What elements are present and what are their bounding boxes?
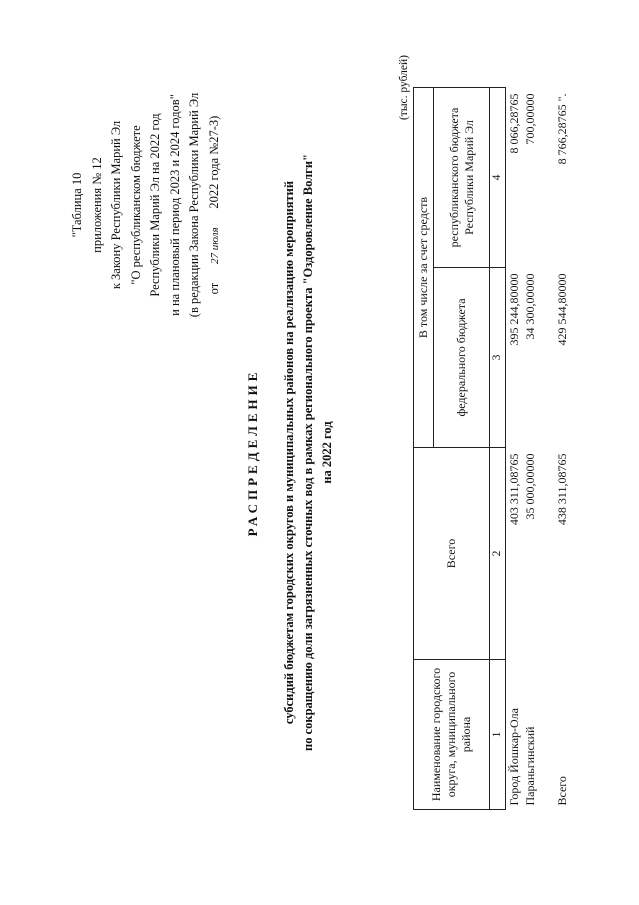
date-handwritten: 27 июля — [208, 227, 221, 264]
header-line: Республики Марий Эл на 2022 год — [148, 113, 162, 297]
row-republic: 700,00000 — [523, 93, 537, 145]
col-number: 4 — [490, 88, 506, 268]
header-line: приложения № 12 — [89, 157, 104, 253]
header-line: к Закону Республики Марий Эл — [109, 120, 123, 290]
distribution-table — [413, 87, 570, 810]
row-name: Город Йошкар-Ола — [507, 708, 521, 806]
table-row — [506, 88, 523, 810]
subtitle-line: на 2022 год — [320, 421, 334, 484]
header-line: (в редакции Закона Республики Марий Эл — [187, 92, 201, 318]
date-prefix: от — [206, 282, 221, 295]
col-group-header: В том числе за счет средств — [414, 88, 434, 448]
date-suffix: 2022 года №27-З) — [206, 115, 221, 209]
header-line: "О республиканском бюджете — [128, 125, 143, 285]
header-line: "Таблица 10 — [70, 172, 84, 238]
subtitle-line: по сокращению доли загрязненных сточных вод в рамках регионального проекта "Оздоровление Волги" — [301, 154, 315, 751]
total-row-name: Всего — [555, 776, 569, 806]
col-republic-header: республиканского бюджета Республики Марий Эл — [434, 88, 490, 268]
total-row-total: 438 311,08765 — [555, 453, 569, 526]
document-title: РАСПРЕДЕЛЕНИЕ — [245, 368, 260, 537]
col-name-header: Наименование городского округа, муниципального района — [414, 660, 490, 810]
appendix-header — [68, 25, 225, 385]
subtitle-line: субсидий бюджетам городских округов и муниципальных районов на реализацию мероприятий — [282, 180, 296, 725]
col-total-header: Всего — [414, 448, 490, 660]
header-line: и на плановый период 2023 и 2024 годов" — [167, 94, 182, 316]
row-spacer — [538, 88, 554, 810]
table-row — [522, 88, 538, 810]
header-date-line — [205, 25, 226, 385]
units-label: (тыс. рублей) — [398, 55, 410, 121]
row-federal: 395 244,80000 — [507, 273, 521, 346]
col-federal-header: федерального бюджета — [434, 268, 490, 448]
row-federal: 34 300,00000 — [523, 273, 537, 340]
row-total: 403 311,08765 — [507, 453, 521, 526]
row-name: Параньгинский — [523, 726, 537, 806]
table-total-row — [554, 88, 570, 810]
col-number: 1 — [490, 660, 506, 810]
document-subtitle — [280, 40, 337, 865]
row-republic: 8 066,28765 — [507, 93, 521, 154]
total-row-federal: 429 544,80000 — [555, 273, 569, 346]
total-row-republic: 8 766,28765 ". — [555, 93, 569, 165]
col-number: 3 — [490, 268, 506, 448]
row-total: 35 000,00000 — [523, 453, 537, 520]
col-number: 2 — [490, 448, 506, 660]
